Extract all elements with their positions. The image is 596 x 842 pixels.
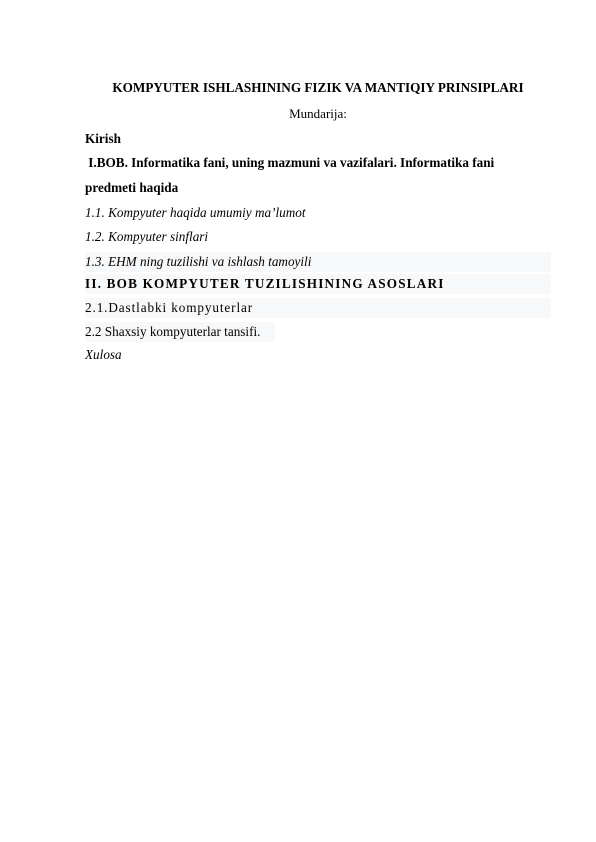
toc-chapter-2: II. BOB KOMPYUTER TUZILISHINING ASOSLARI <box>85 274 551 294</box>
toc-item-1-2: 1.2. Kompyuter sinflari <box>85 229 209 244</box>
toc-heading: Mundarija: <box>289 106 347 121</box>
toc-chapter-1-line-2: predmeti haqida <box>85 180 179 195</box>
toc-item-2-1: 2.1.Dastlabki kompyuterlar <box>85 298 551 318</box>
document-title: KOMPYUTER ISHLASHINING FIZIK VA MANTIQIY PRINSIPLARI <box>112 80 524 95</box>
toc-item-1-1: 1.1. Kompyuter haqida umumiy ma’lumot <box>85 205 306 220</box>
toc-item-intro: Kirish <box>85 131 121 146</box>
toc-chapter-1-line-1: I.BOB. Informatika fani, uning mazmuni va vazifalari. Informatika fani <box>85 155 495 170</box>
toc-item-conclusion: Xulosa <box>85 347 122 362</box>
toc-item-2-2: 2.2 Shaxsiy kompyuterlar tansifi. <box>85 322 275 342</box>
toc-item-1-3: 1.3. EHM ning tuzilishi va ishlash tamoyili <box>85 252 551 272</box>
